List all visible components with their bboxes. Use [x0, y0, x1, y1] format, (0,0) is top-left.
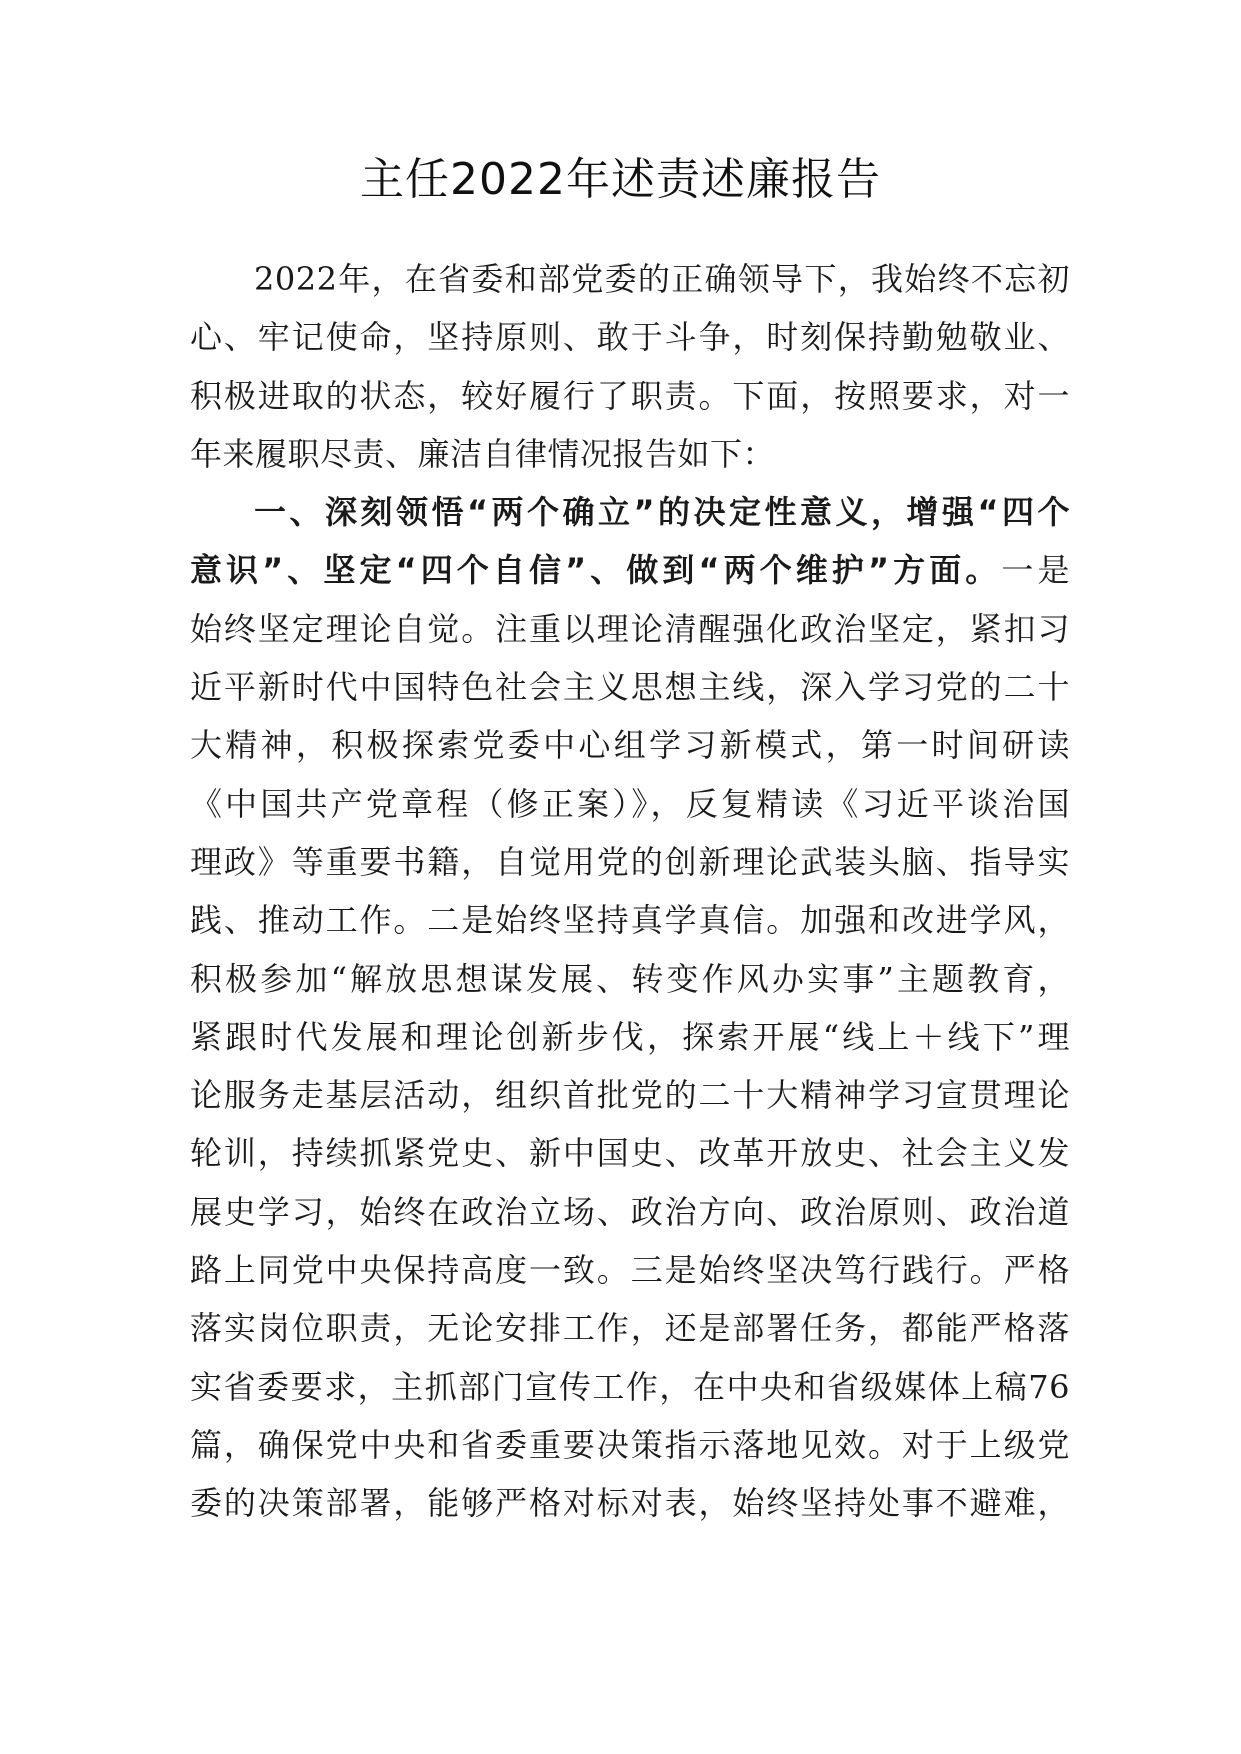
paragraph-1-line-4: 年来履职尽责、廉洁自律情况报告如下：	[190, 434, 776, 473]
paragraph-2-line-11: 论服务走基层活动，组织首批党的二十大精神学习宣贯理论	[190, 1076, 1070, 1115]
paragraph-1-line-3: 积极进取的状态，较好履行了职责。下面，按照要求，对一	[190, 376, 1070, 415]
paragraph-2-line-15: 落实岗位职责，无论安排工作，还是部署任务，都能严格落	[190, 1309, 1070, 1348]
paragraph-2-line-17: 篇，确保党中央和省委重要决策指示落地见效。对于上级党	[190, 1425, 1070, 1464]
paragraph-2-line-6: 《中国共产党章程（修正案）》，反复精读《习近平谈治国	[190, 784, 1070, 823]
paragraph-2-line-4: 近平新时代中国特色社会主义思想主线，深入学习党的二十	[190, 668, 1070, 707]
paragraph-2-line-8: 践、推动工作。二是始终坚持真学真信。加强和改进学风，	[190, 901, 1070, 940]
paragraph-2-line-2-text: 一是	[1001, 551, 1070, 590]
document-body	[190, 250, 1070, 1533]
paragraph-2-line-12: 轮训，持续抓紧党史、新中国史、改革开放史、社会主义发	[190, 1134, 1070, 1173]
paragraph-2-line-7: 理政》等重要书籍，自觉用党的创新理论武装头脑、指导实	[190, 842, 1070, 881]
paragraph-2-line-5: 大精神，积极探索党委中心组学习新模式，第一时间研读	[190, 726, 1070, 765]
paragraph-2-line-2	[190, 541, 1070, 599]
paragraph-2-line-14: 路上同党中央保持高度一致。三是始终坚决笃行践行。严格	[190, 1251, 1070, 1290]
section-heading-line-1: 一、深刻领悟“两个确立”的决定性意义，增强“四个	[254, 493, 1070, 532]
paragraph-2-line-18: 委的决策部署，能够严格对标对表，始终坚持处事不避难，	[190, 1484, 1070, 1523]
paragraph-2-line-9: 积极参加“解放思想谋发展、转变作风办实事”主题教育，	[190, 959, 1070, 998]
document-title: 主任2022年述责述廉报告	[360, 154, 881, 205]
paragraph-2-line-10: 紧跟时代发展和理论创新步伐，探索开展“线上＋线下”理	[190, 1017, 1070, 1056]
paragraph-1-line-1: 2022年，在省委和部党委的正确领导下，我始终不忘初	[254, 260, 1070, 298]
paragraph-2-line-13: 展史学习，始终在政治立场、政治方向、政治原则、政治道	[190, 1192, 1070, 1231]
section-heading-line-2: 意识”、坚定“四个自信”、做到“两个维护”方面。	[190, 551, 1002, 590]
paragraph-2-line-16: 实省委要求，主抓部门宣传工作，在中央和省级媒体上稿76	[190, 1367, 1070, 1406]
paragraph-1-line-2: 心、牢记使命，坚持原则、敢于斗争，时刻保持勤勉敬业、	[190, 318, 1070, 357]
paragraph-2-line-3: 始终坚定理论自觉。注重以理论清醒强化政治坚定，紧扣习	[190, 609, 1070, 648]
